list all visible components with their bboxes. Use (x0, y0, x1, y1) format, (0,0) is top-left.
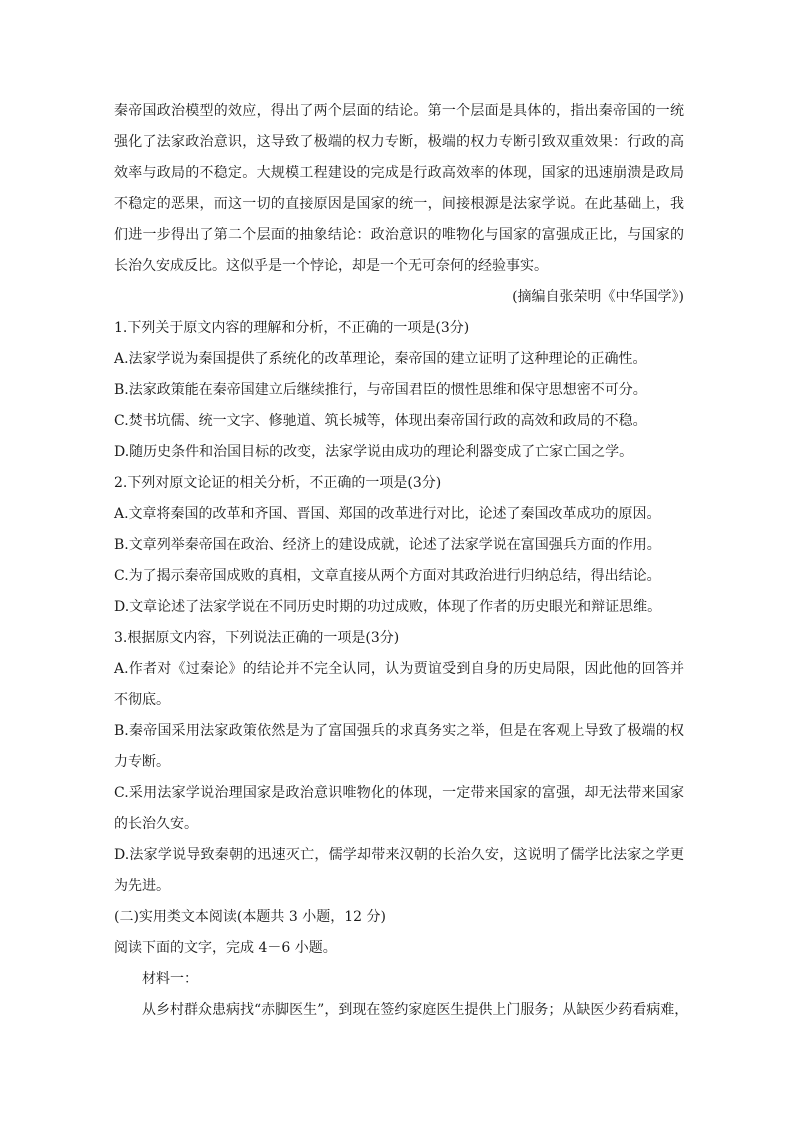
passage-source: (摘编自张荣明《中华国学》) (512, 289, 684, 305)
option-a: A.作者对《过秦论》的结论并不完全认同，认为贾谊受到自身的历史局限，因此他的回答并不彻底。 (114, 661, 684, 708)
material-label: 材料一： (142, 971, 198, 987)
option-d: D.文章论述了法家学说在不同历史时期的功过成败，体现了作者的历史眼光和辩证思维。 (114, 599, 662, 615)
option-b: B.文章列举秦帝国在政治、经济上的建设成就，论述了法家学说在富国强兵方面的作用。 (114, 537, 661, 553)
option-d: D.随历史条件和治国目标的改变，法家学说由成功的理论利器变成了亡家亡国之学。 (114, 444, 634, 460)
option-a: A.文章将秦国的改革和齐国、晋国、郑国的改革进行对比，论述了秦国改革成功的原因。 (114, 506, 661, 522)
option-c: C.为了揭示秦帝国成败的真相，文章直接从两个方面对其政治进行归纳总结，得出结论。 (114, 568, 661, 584)
question-2 (114, 468, 684, 623)
passage-paragraph: 秦帝国政治模型的效应，得出了两个层面的结论。第一个层面是具体的，指出秦帝国的一统强化了法家政治意识，这导致了极端的权力专断，极端的权力专断引致双重效果：行政的高效率与政局的不稳定。大规模工程建设的完成是行政高效率的体现，国家的迅速崩溃是政局不稳定的恶果，而这一切的直接原因是国家的统一，间接根源是法家学说。在此基础上，我们进一步得出了第二个层面的抽象结论：政治意识的唯物化与国家的富强成正比，与国家的长治久安成反比。这似乎是一个悖论，却是一个无可奈何的经验事实。 (114, 103, 684, 274)
question-stem: 2.下列对原文论证的相关分析，不正确的一项是(3分) (114, 475, 442, 491)
question-stem: 1.下列关于原文内容的理解和分析，不正确的一项是(3分) (114, 320, 470, 336)
question-3 (114, 623, 684, 902)
option-d: D.法家学说导致秦朝的迅速灭亡，儒学却带来汉朝的长治久安，这说明了儒学比法家之学更为先进。 (114, 847, 684, 894)
section-instruction: 阅读下面的文字，完成 4－6 小题。 (114, 940, 337, 956)
option-b: B.法家政策能在秦帝国建立后继续推行，与帝国君臣的惯性思维和保守思想密不可分。 (114, 382, 647, 398)
section-heading: (二)实用类文本阅读(本题共 3 小题，12 分) (114, 909, 386, 925)
question-stem: 3.根据原文内容，下列说法正确的一项是(3分) (114, 630, 400, 646)
option-a: A.法家学说为秦国提供了系统化的改革理论，秦帝国的建立证明了这种理论的正确性。 (114, 351, 647, 367)
question-1 (114, 313, 684, 468)
material-text: 从乡村群众患病找“赤脚医生”，到现在签约家庭医生提供上门服务；从缺医少药看病难， (142, 1002, 689, 1018)
document-page (114, 96, 689, 1026)
option-c: C.采用法家学说治理国家是政治意识唯物化的体现，一定带来国家的富强，却无法带来国家的长治久安。 (114, 785, 684, 832)
option-b: B.秦帝国采用法家政策依然是为了富国强兵的求真务实之举，但是在客观上导致了极端的权力专断。 (114, 723, 684, 770)
option-c: C.焚书坑儒、统一文字、修驰道、筑长城等，体现出秦帝国行政的高效和政局的不稳。 (114, 413, 647, 429)
